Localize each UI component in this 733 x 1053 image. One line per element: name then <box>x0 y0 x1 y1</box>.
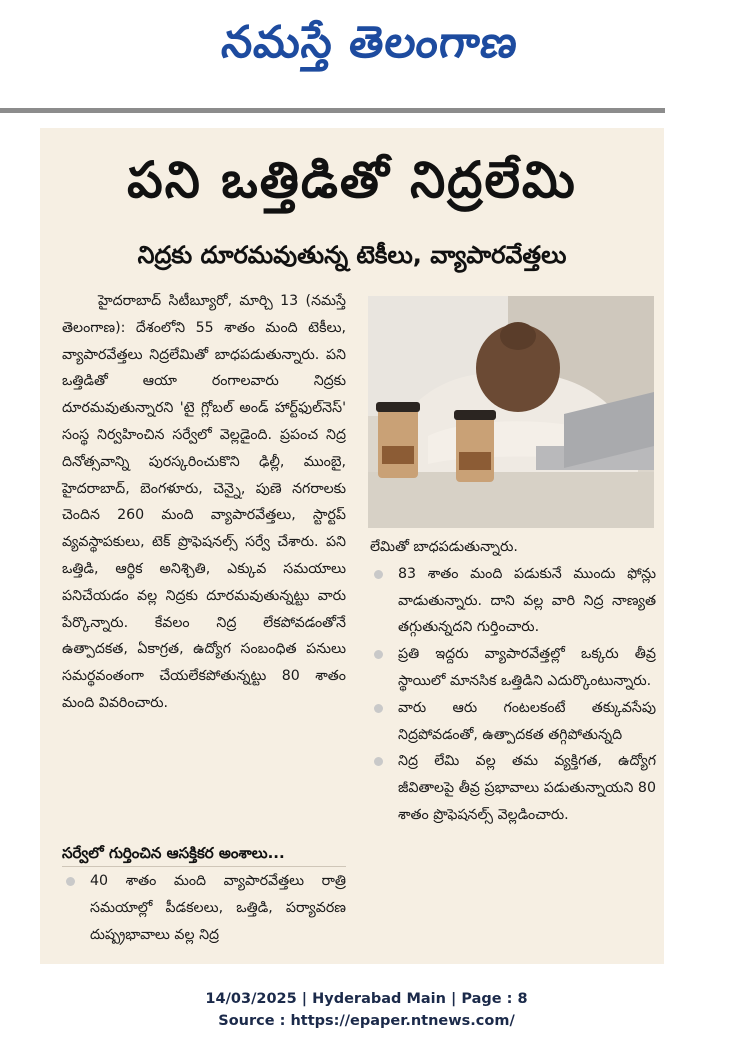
article-right-column <box>370 534 656 829</box>
bullet-icon <box>374 650 383 659</box>
bullet-continuation: లేమితో బాధపడుతున్నారు. <box>370 539 518 555</box>
survey-findings-list-continued <box>370 561 656 829</box>
article-body-column <box>62 288 346 717</box>
masthead <box>0 0 733 100</box>
list-item: 40 శాతం మంది వ్యాపారవేత్తలు రాత్రి సమయాల్లో పీడకలలు, ఒత్తిడి, పర్యావరణ దుష్ప్రభావాలు వల్ల నిద్ర <box>62 868 346 948</box>
article-headline: పని ఒత్తిడితో నిద్రలేమి <box>127 151 577 209</box>
article-subheadline: నిద్రకు దూరమవుతున్న టెకీలు, వ్యాపారవేత్తలు <box>137 241 567 269</box>
section-divider <box>62 866 346 867</box>
bullet-icon <box>374 757 383 766</box>
list-item: ప్రతి ఇద్దరు వ్యాపారవేత్తల్లో ఒక్కరు తీవ్ర స్థాయిలో మానసిక ఒత్తిడిని ఎదుర్కొంటున్నారు. <box>370 641 656 695</box>
newspaper-logo: నమస్తే తెలంగాణ <box>219 17 521 68</box>
bullet-icon <box>374 570 383 579</box>
list-item: వారు ఆరు గంటలకంటే తక్కువసేపు నిద్రపోవడంతో, ఉత్పాదకత తగ్గిపోతున్నది <box>370 695 656 749</box>
page-footer <box>0 988 733 1032</box>
section-heading: సర్వేలో గుర్తించిన ఆసక్తికర అంశాలు... <box>62 844 285 862</box>
bullet-icon <box>374 704 383 713</box>
survey-findings-list <box>62 868 346 948</box>
edition-info: 14/03/2025 | Hyderabad Main | Page : 8 <box>205 991 528 1007</box>
article-body: హైదరాబాద్ సిటీబ్యూరో, మార్చి 13 (నమస్తే తెలంగాణ): దేశంలోని 55 శాతం మంది టెకీలు, వ్యాపారవేత్తలు నిద్రలేమితో బాధపడుతున్నారు. పని ఒత్తిడితో ఆయా రంగాలవారు నిద్రకు దూరమవుతున్నారని 'టై గ్లోబల్ అండ్ హార్ట్‌ఫుల్‌నెస్' సంస్థ నిర్వహించిన సర్వేలో వెల్లడైంది. ప్రపంచ నిద్ర దినోత్సవాన్ని పురస్కరించుకొని ఢిల్లీ, ముంబై, హైదరాబాద్, బెంగళూరు, చెన్నై, పుణె నగరాలకు చెందిన 260 మంది వ్యాపారవేత్తలు, స్టార్టప్ వ్యవస్థాపకులు, టెక్ ప్రొఫెషనల్స్ సర్వే చేశారు. పని ఒత్తిడి, ఆర్థిక అనిశ్చితి, ఎక్కువ సమయాలు పనిచేయడం వల్ల నిద్రకు దూరమవుతున్నట్టు వారు పేర్కొన్నారు. కేవలం నిద్ర లేకపోవడంతోనే ఉత్పాదకత, ఏకాగ్రత, ఉద్యోగ సంబంధిత పనులు సమర్థవంతంగా చేయలేకపోతున్నట్టు 80 శాతం మంది వివరించారు. <box>62 293 346 711</box>
source-link[interactable]: Source : https://epaper.ntnews.com/ <box>218 1013 515 1029</box>
bullet-icon <box>66 877 75 886</box>
masthead-rule <box>0 108 665 113</box>
article-clipping <box>40 128 664 964</box>
list-item: నిద్ర లేమి వల్ల తమ వ్యక్తిగత, ఉద్యోగ జీవితాలపై తీవ్ర ప్రభావాలు పడుతున్నాయని 80 శాతం ప్రొఫెషనల్స్ వెల్లడించారు. <box>370 748 656 828</box>
article-photo <box>368 296 654 528</box>
sleeping-person-photo <box>368 296 654 528</box>
list-item: 83 శాతం మంది పడుకునే ముందు ఫోన్లు వాడుతున్నారు. దాని వల్ల వారి నిద్ర నాణ్యత తగ్గుతున్నదని గుర్తించారు. <box>370 561 656 641</box>
